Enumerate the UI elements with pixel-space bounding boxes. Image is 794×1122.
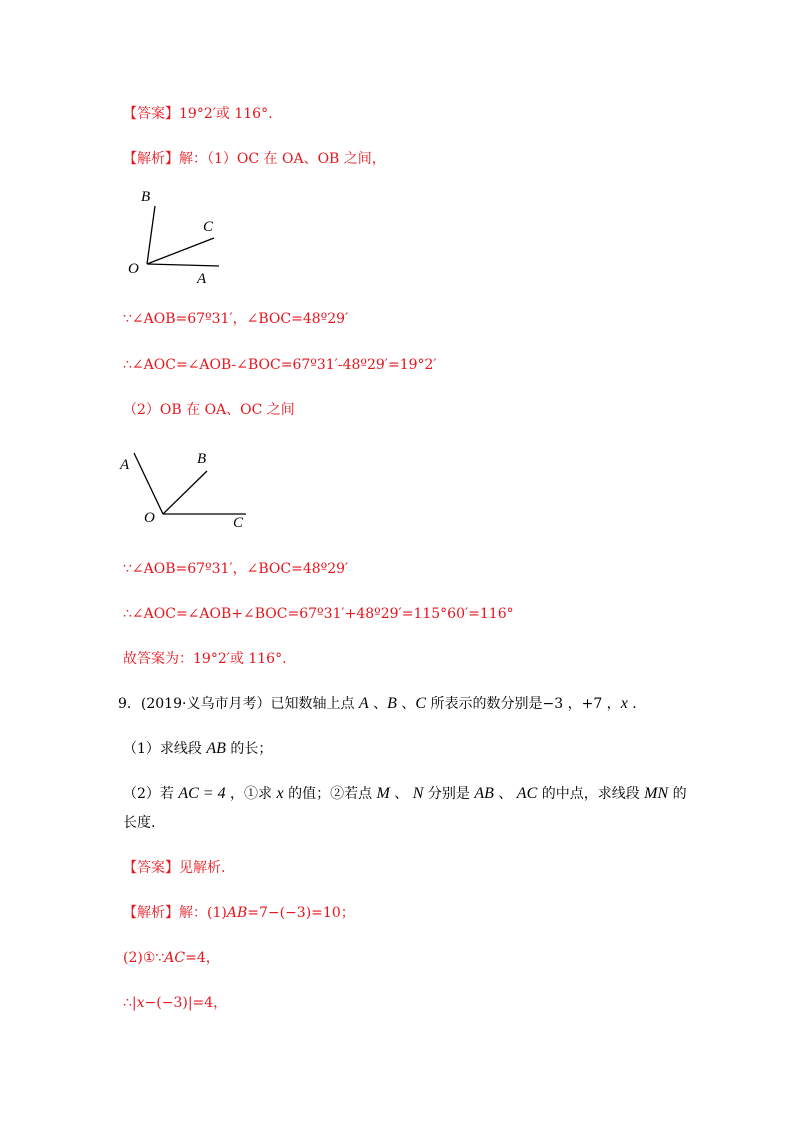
analysis-tag: 【解析】 [123, 151, 179, 167]
ray-ob [163, 471, 207, 514]
part1-prefix: （1）求线段 [123, 741, 207, 757]
question-9-part-1 [123, 739, 272, 759]
segment-ac: AC [516, 785, 538, 802]
segment-mn: MN [644, 785, 669, 802]
analysis-tag: 【解析】 [123, 905, 179, 921]
part2-text: 分别是 [423, 786, 475, 802]
answer-text: 见解析. [179, 860, 226, 876]
segment-ab: AB [226, 905, 248, 921]
point-b: B [387, 695, 397, 712]
step3-suffix: −(−3)|=4， [144, 995, 228, 1011]
question-9 [118, 694, 637, 714]
label-a: A [120, 457, 130, 473]
figure-2-angle-diagram [115, 445, 255, 535]
part2-text: 的中点，求线段 [537, 786, 645, 802]
solution-step-2 [123, 948, 220, 968]
analysis-line-1 [123, 149, 386, 169]
step2-suffix: =4， [185, 950, 220, 966]
solution-step-3 [123, 993, 227, 1013]
analysis-intro: 解：(1) [179, 905, 227, 921]
analysis-calc: =7−(−3)=10； [247, 905, 355, 921]
q9-mid: 所表示的数分别是 [426, 696, 543, 712]
answer-tag: 【答案】 [123, 860, 179, 876]
ray-ob [147, 206, 155, 264]
condition-ac: AC = 4 [178, 785, 226, 802]
label-a: A [197, 271, 207, 287]
answer-line-9 [123, 858, 225, 878]
ray-oa [134, 453, 163, 514]
ray-oc [147, 238, 214, 264]
segment-ab: AB [474, 785, 494, 802]
label-c: C [233, 515, 244, 531]
q9-values: −3 ，+7 ， [542, 696, 621, 712]
variable-x: x [136, 995, 145, 1011]
segment-ac: AC [164, 950, 186, 966]
label-o: O [144, 510, 155, 526]
part2-text: ，①求 [225, 786, 277, 802]
point-c: C [415, 695, 427, 712]
case2-given: ∵∠AOB=67º31′，∠BOC=48º29′ [123, 561, 349, 577]
analysis-intro: 解：（1）OC 在 OA、OB 之间， [179, 151, 386, 167]
q9-end: . [627, 696, 637, 712]
answer-tag: 【答案】 [123, 106, 179, 122]
answer-line-1 [123, 104, 273, 124]
final-answer: 故答案为：19°2′或 116°. [123, 651, 287, 667]
part1-suffix: 的长； [225, 741, 273, 757]
part2-text: 的值；②若点 [283, 786, 377, 802]
q9-sep: 、 [396, 696, 416, 712]
label-b: B [141, 189, 151, 205]
question-9-part-2 [123, 784, 687, 804]
point-n: N [412, 785, 424, 802]
step3-prefix: ∴| [123, 995, 137, 1011]
point-m: M [376, 785, 390, 802]
part2-text: 、 [389, 786, 413, 802]
label-o: O [128, 261, 139, 277]
figure-1-angle-diagram [120, 180, 240, 290]
ray-oa [147, 264, 219, 266]
variable-x: x [276, 785, 284, 802]
part2-prefix: （2）若 [123, 786, 179, 802]
step2-prefix: (2)①∵ [123, 950, 165, 966]
question-9-part-2-continued: 长度. [123, 815, 156, 831]
q9-sep: 、 [368, 696, 388, 712]
case1-result: ∴∠AOC=∠AOB-∠BOC=67º31′-48º29′=19°2′ [123, 357, 437, 373]
label-b: B [197, 451, 207, 467]
case2-result: ∴∠AOC=∠AOB+∠BOC=67º31′+48º29′=115°60′=116° [123, 606, 514, 622]
part2-text: 的 [668, 786, 687, 802]
segment-ab: AB [206, 740, 226, 757]
point-a: A [358, 695, 369, 712]
label-c: C [203, 219, 214, 235]
case2-heading: （2）OB 在 OA、OC 之间 [123, 402, 295, 418]
q9-prefix: 9．(2019·义乌市月考）已知数轴上点 [118, 696, 359, 712]
answer-text: 19°2′或 116°. [179, 106, 273, 122]
variable-x: x [620, 695, 628, 712]
analysis-line-9 [123, 903, 355, 923]
case1-given: ∵∠AOB=67º31′，∠BOC=48º29′ [123, 311, 349, 327]
part2-text: 、 [493, 786, 517, 802]
